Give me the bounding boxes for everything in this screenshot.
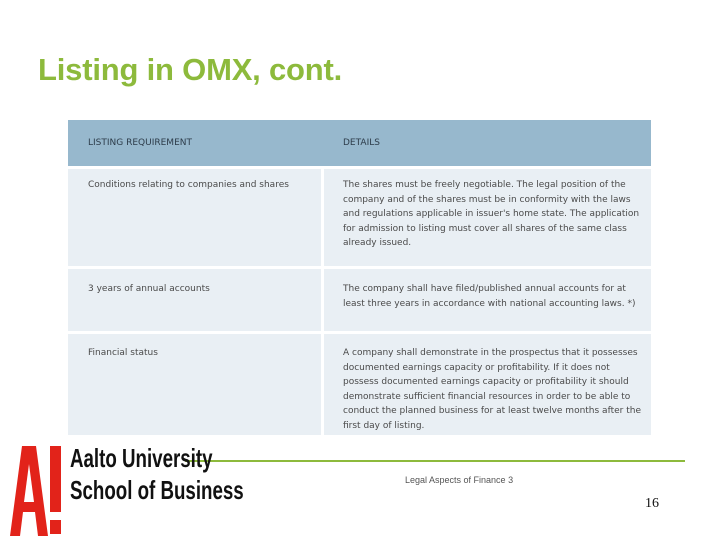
- footer-rule: [185, 460, 685, 462]
- page-number: 16: [645, 496, 659, 511]
- cell-requirement: 3 years of annual accounts: [88, 284, 210, 294]
- header-listing-requirement: LISTING REQUIREMENT: [88, 138, 192, 148]
- cell-details: A company shall demonstrate in the prospectus that it possesses documented earnings capacity or profitability. If it does not possess documented earnings capacity or profitability it should demonstrate sufficient financial resources in order to be able to conduct the planned business for at least twelve months after the first day of listing.: [343, 348, 641, 431]
- table-row: [68, 269, 651, 331]
- table-header: [68, 120, 651, 166]
- listing-requirements-table: [68, 120, 651, 435]
- cell-requirement: Financial status: [88, 348, 158, 358]
- column-divider: [321, 166, 324, 266]
- cell-requirement: Conditions relating to companies and shares: [88, 180, 289, 190]
- logo-university-name: Aalto University: [70, 443, 213, 473]
- header-details: DETAILS: [343, 138, 380, 148]
- aalto-logo-mark-icon: [10, 440, 62, 536]
- slide-title: Listing in OMX, cont.: [38, 52, 343, 87]
- column-divider: [321, 334, 324, 435]
- table-row: [68, 166, 651, 266]
- footer-caption: Legal Aspects of Finance 3: [405, 475, 514, 485]
- cell-details: The company shall have filed/published annual accounts for at least three years in accordance with national accounting laws. *): [343, 284, 636, 309]
- logo-school-name: School of Business: [70, 475, 244, 505]
- column-divider: [321, 269, 324, 331]
- table-row: [68, 334, 651, 435]
- cell-details: The shares must be freely negotiable. The legal position of the company and of the shares must be in conformity with the laws and regulations applicable in issuer's home state. The application for admission to listing must cover all shares of the same class already issued.: [343, 180, 640, 248]
